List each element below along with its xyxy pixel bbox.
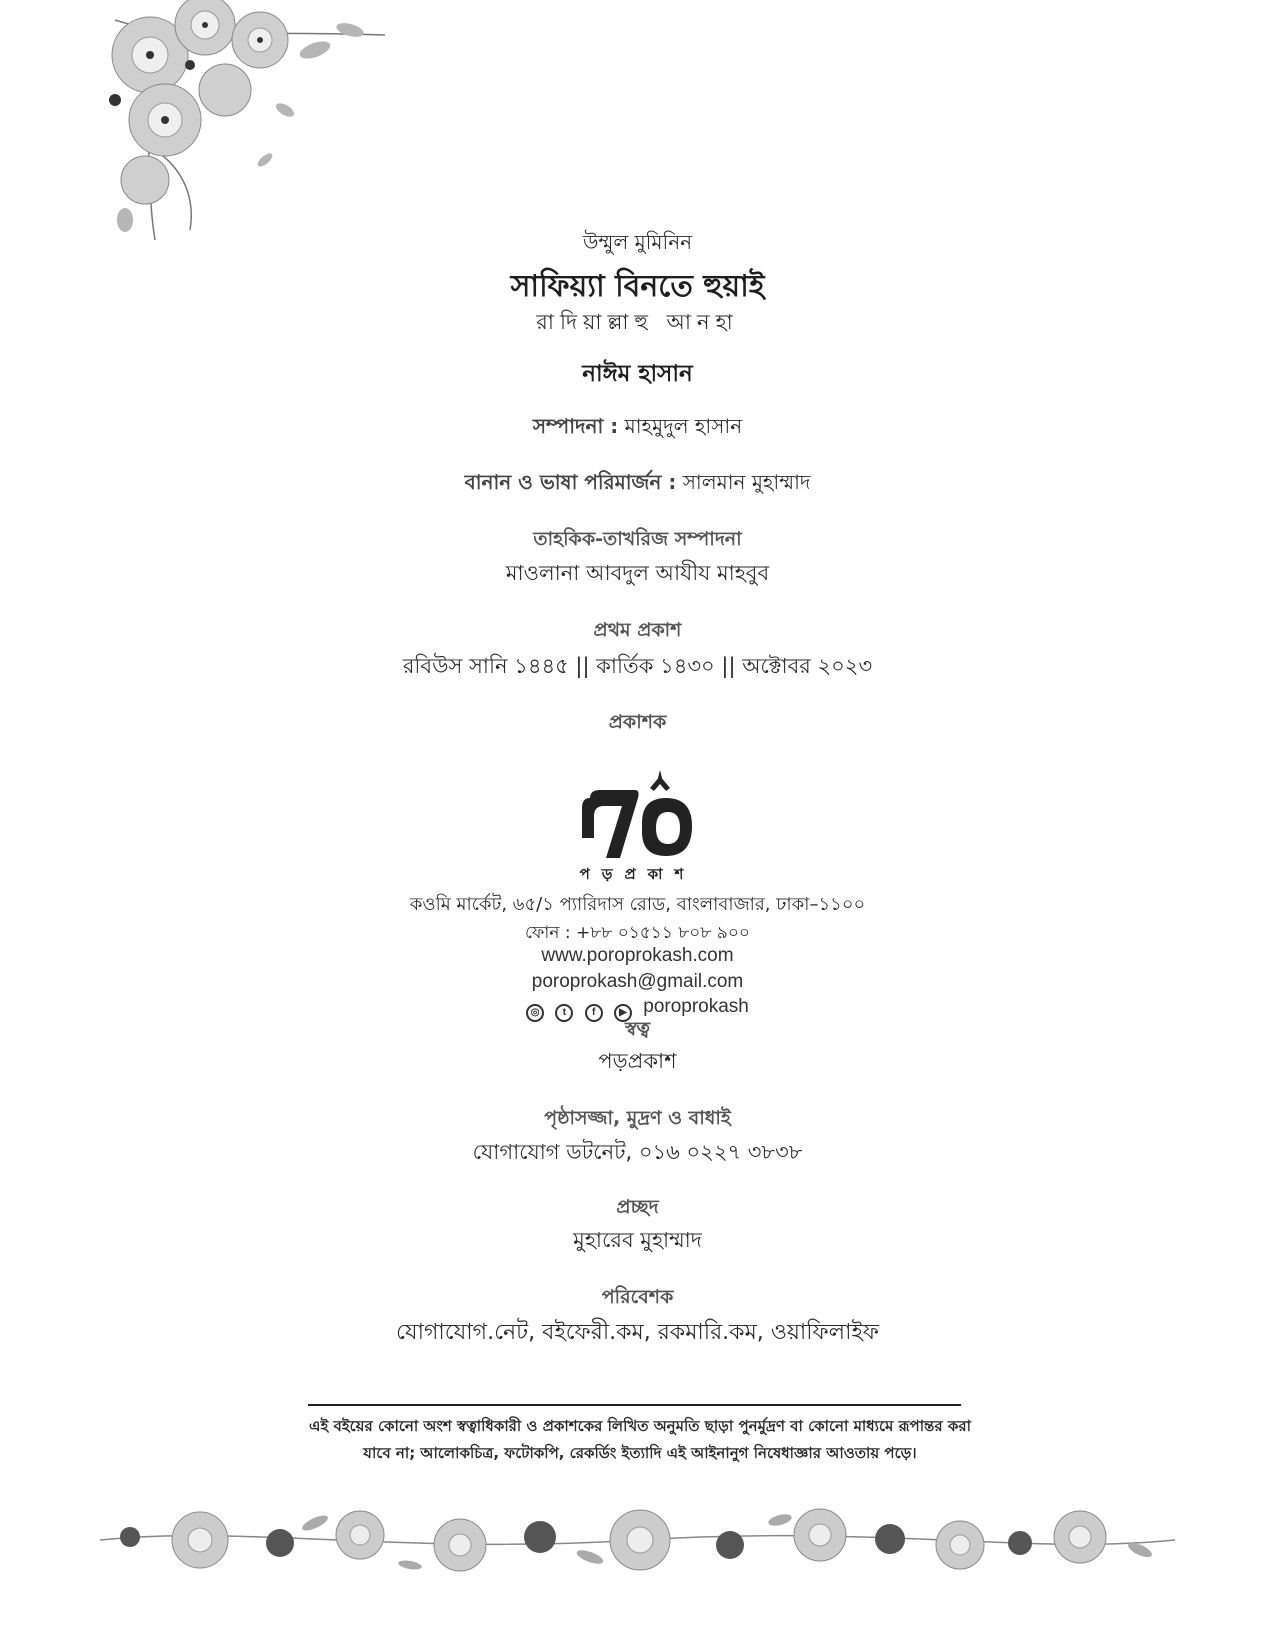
- editor-credit: [0, 412, 1275, 445]
- editor-name: মাহমুদুল হাসান: [624, 414, 743, 438]
- first-publication-date: রবিউস সানি ১৪৪৫ || কার্তিক ১৪৩০ || অক্টোবর ২০২৩: [402, 654, 873, 678]
- youtube-icon[interactable]: ▶: [614, 1004, 632, 1022]
- publisher-address: কওমি মার্কেট, ৬৫/১ প্যারিদাস রোড, বাংলাবাজার, ঢাকা–১১০০: [409, 894, 866, 915]
- rights-value: পড়প্রকাশ: [598, 1049, 677, 1073]
- honorific: রাদিয়াল্লাহু আনহা: [536, 310, 739, 334]
- author-name: নাঈম হাসান: [582, 361, 693, 387]
- rights-label: স্বত্ব: [624, 1018, 651, 1040]
- book-title: সাফিয়্যা বিনতে হুয়াই: [510, 269, 765, 304]
- tahqiq-label: তাহকিক-তাখরিজ সম্পাদনা: [533, 528, 742, 550]
- publisher-logo-text: পড়প্রকাশ: [579, 865, 696, 883]
- instagram-icon[interactable]: ◎: [526, 1004, 544, 1022]
- divider: [308, 1404, 961, 1406]
- twitter-icon[interactable]: t: [555, 1004, 573, 1022]
- printing-value: যোগাযোগ ডটনেট, ০১৬ ০২২৭ ৩৮৩৮: [472, 1140, 803, 1164]
- distributor-value: যোগাযোগ.নেট, বইফেরী.কম, রকমারি.কম, ওয়াফিলাইফ: [396, 1320, 879, 1345]
- series-name: উম্মুল মুমিনিন: [582, 230, 693, 254]
- printing-label: পৃষ্ঠাসজ্জা, মুদ্রণ ও বাধাই: [544, 1107, 731, 1129]
- tahqiq-name: মাওলানা আবদুল আযীয মাহবুব: [505, 561, 770, 585]
- facebook-icon[interactable]: f: [585, 1004, 603, 1022]
- cover-value: মুহারেব মুহাম্মাদ: [573, 1228, 702, 1252]
- publisher-phone: ফোন : +৮৮ ০১৫১১ ৮০৮ ৯০০: [525, 923, 750, 943]
- proofread-credit: [0, 468, 1275, 501]
- first-publication-label: প্রথম প্রকাশ: [593, 619, 682, 641]
- bottom-floral-border: [100, 1495, 1175, 1585]
- publisher-logo: [580, 768, 698, 868]
- social-handle[interactable]: poroprokash: [643, 996, 749, 1017]
- proofread-name: সালমান মুহাম্মাদ: [682, 470, 811, 494]
- publisher-website[interactable]: www.poroprokash.com: [541, 945, 734, 966]
- publisher-label: প্রকাশক: [608, 711, 667, 733]
- cover-label: প্রচ্ছদ: [616, 1196, 659, 1218]
- copyright-notice: এই বইয়ের কোনো অংশ স্বত্বাধিকারী ও প্রকাশকের লিখিত অনুমতি ছাড়া পুনর্মুদ্রণ বা কোনো মাধ্যমে রূপান্তর করা যাবে না; আলোকচিত্র, ফটোকপি, রেকর্ডিং ইত্যাদি এই আইনানুগ নিষেধাজ্ঞার আওতায় পড়ে।: [309, 1417, 971, 1462]
- corner-floral-decoration: [95, 0, 415, 260]
- distributor-label: পরিবেশক: [601, 1286, 674, 1308]
- publisher-email[interactable]: poroprokash@gmail.com: [531, 971, 744, 992]
- proofread-label: বানান ও ভাষা পরিমার্জন :: [464, 470, 677, 494]
- editor-label: সম্পাদনা :: [532, 414, 619, 438]
